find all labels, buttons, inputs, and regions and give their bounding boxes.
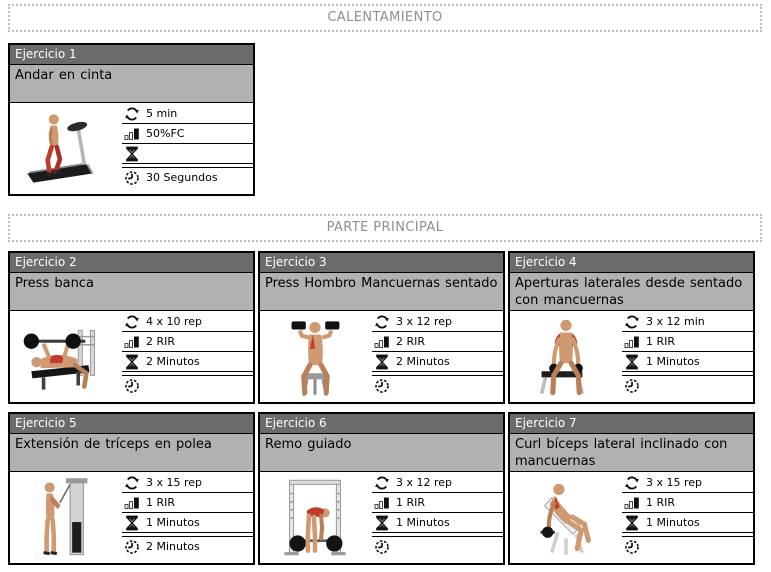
stat-row-intensity bbox=[372, 493, 503, 513]
stat-row-rest bbox=[372, 352, 503, 372]
stat-value-duration: 2 Minutos bbox=[146, 540, 200, 553]
exercise-card-header: Ejercicio 1 bbox=[10, 45, 253, 65]
stat-value-rest: 2 Minutos bbox=[146, 355, 200, 368]
stat-row-duration bbox=[372, 375, 503, 395]
exercise-card-body bbox=[10, 472, 253, 563]
section-banner-warmup bbox=[8, 4, 762, 32]
exercise-card-header: Ejercicio 3 bbox=[260, 253, 503, 273]
exercise-name: Press Hombro Mancuernas sentado bbox=[260, 273, 503, 311]
stat-value-intensity: 1 RIR bbox=[646, 496, 676, 509]
lateral-raise-illustration bbox=[510, 311, 622, 402]
stat-row-rest bbox=[122, 144, 253, 164]
exercise-card-header: Ejercicio 5 bbox=[10, 414, 253, 434]
cycle-arrows-icon bbox=[624, 475, 640, 491]
stat-row-intensity bbox=[122, 493, 253, 513]
bench-press-illustration bbox=[10, 311, 122, 402]
stat-row-intensity bbox=[122, 124, 253, 144]
stat-row-reps bbox=[622, 312, 753, 332]
main-cards-row-1 bbox=[8, 251, 763, 404]
stat-value-reps: 3 x 12 rep bbox=[396, 476, 453, 489]
stat-row-duration bbox=[372, 536, 503, 556]
stat-row-intensity bbox=[122, 332, 253, 352]
hourglass-icon bbox=[374, 515, 390, 531]
stat-row-duration bbox=[122, 536, 253, 556]
workout-sheet bbox=[0, 4, 771, 572]
stat-value-intensity: 1 RIR bbox=[146, 496, 176, 509]
stat-value-intensity: 2 RIR bbox=[396, 335, 426, 348]
exercise-card-body bbox=[260, 311, 503, 402]
warmup-cards-row bbox=[8, 43, 763, 196]
exercise-card-body bbox=[510, 311, 753, 402]
stopwatch-icon bbox=[624, 378, 640, 394]
intensity-bars-icon bbox=[624, 334, 640, 350]
stat-row-rest bbox=[372, 513, 503, 533]
exercise-stats bbox=[622, 311, 753, 402]
section-banner-main bbox=[8, 214, 762, 242]
stat-row-rest bbox=[122, 513, 253, 533]
exercise-stats bbox=[372, 472, 503, 563]
stat-value-reps: 4 x 10 rep bbox=[146, 315, 203, 328]
stat-value-rest: 1 Minutos bbox=[396, 516, 450, 529]
exercise-stats bbox=[122, 311, 253, 402]
exercise-card-header: Ejercicio 4 bbox=[510, 253, 753, 273]
stat-value-rest: 1 Minutos bbox=[646, 355, 700, 368]
stat-row-rest bbox=[122, 352, 253, 372]
section-title: PARTE PRINCIPAL bbox=[326, 220, 444, 235]
stat-row-duration bbox=[122, 167, 253, 187]
stat-value-intensity: 1 RIR bbox=[396, 496, 426, 509]
exercise-stats bbox=[122, 472, 253, 563]
smith-row-illustration bbox=[260, 472, 372, 563]
shoulder-press-illustration bbox=[260, 311, 372, 402]
stat-row-reps bbox=[122, 312, 253, 332]
exercise-stats bbox=[372, 311, 503, 402]
stat-row-rest bbox=[622, 513, 753, 533]
stat-row-duration bbox=[622, 536, 753, 556]
hourglass-icon bbox=[124, 146, 140, 162]
stat-row-reps bbox=[372, 312, 503, 332]
stat-value-reps: 3 x 12 rep bbox=[396, 315, 453, 328]
exercise-name: Extensión de tríceps en polea bbox=[10, 434, 253, 472]
stopwatch-icon bbox=[124, 378, 140, 394]
exercise-name: Press banca bbox=[10, 273, 253, 311]
stat-row-reps bbox=[122, 104, 253, 124]
stopwatch-icon bbox=[124, 539, 140, 555]
stat-row-rest bbox=[622, 352, 753, 372]
intensity-bars-icon bbox=[124, 334, 140, 350]
stopwatch-icon bbox=[374, 378, 390, 394]
stopwatch-icon bbox=[124, 170, 140, 186]
exercise-card-1 bbox=[8, 43, 255, 196]
exercise-card-5 bbox=[8, 412, 255, 565]
exercise-card-body bbox=[10, 103, 253, 194]
stat-value-rest: 1 Minutos bbox=[146, 516, 200, 529]
exercise-name: Curl bíceps lateral inclinado con mancuernas bbox=[510, 434, 753, 472]
exercise-name: Aperturas laterales desde sentado con mancuernas bbox=[510, 273, 753, 311]
cycle-arrows-icon bbox=[124, 475, 140, 491]
hourglass-icon bbox=[374, 354, 390, 370]
exercise-stats bbox=[622, 472, 753, 563]
cycle-arrows-icon bbox=[374, 314, 390, 330]
exercise-card-body bbox=[510, 472, 753, 563]
stat-row-duration bbox=[122, 375, 253, 395]
intensity-bars-icon bbox=[374, 334, 390, 350]
stat-value-reps: 3 x 12 min bbox=[646, 315, 705, 328]
cycle-arrows-icon bbox=[374, 475, 390, 491]
cycle-arrows-icon bbox=[124, 314, 140, 330]
main-cards-row-2 bbox=[8, 412, 763, 565]
intensity-bars-icon bbox=[374, 495, 390, 511]
exercise-card-2 bbox=[8, 251, 255, 404]
exercise-card-6 bbox=[258, 412, 505, 565]
exercise-card-3 bbox=[258, 251, 505, 404]
stat-value-reps: 3 x 15 rep bbox=[146, 476, 203, 489]
stat-row-intensity bbox=[622, 493, 753, 513]
hourglass-icon bbox=[624, 515, 640, 531]
hourglass-icon bbox=[624, 354, 640, 370]
exercise-card-body bbox=[260, 472, 503, 563]
hourglass-icon bbox=[124, 354, 140, 370]
treadmill-walk-illustration bbox=[10, 103, 122, 194]
exercise-card-header: Ejercicio 7 bbox=[510, 414, 753, 434]
intensity-bars-icon bbox=[124, 495, 140, 511]
intensity-bars-icon bbox=[624, 495, 640, 511]
exercise-name: Remo guiado bbox=[260, 434, 503, 472]
exercise-card-4 bbox=[508, 251, 755, 404]
cycle-arrows-icon bbox=[124, 106, 140, 122]
stat-value-intensity: 1 RIR bbox=[646, 335, 676, 348]
stat-value-duration: 30 Segundos bbox=[146, 171, 218, 184]
stat-row-intensity bbox=[622, 332, 753, 352]
stat-row-intensity bbox=[372, 332, 503, 352]
stat-row-reps bbox=[372, 473, 503, 493]
stat-value-reps: 3 x 15 rep bbox=[646, 476, 703, 489]
stat-value-intensity: 2 RIR bbox=[146, 335, 176, 348]
stat-value-rest: 1 Minutos bbox=[646, 516, 700, 529]
exercise-card-body bbox=[10, 311, 253, 402]
section-title: CALENTAMIENTO bbox=[327, 10, 443, 25]
exercise-stats bbox=[122, 103, 253, 194]
stat-value-intensity: 50%FC bbox=[146, 127, 185, 140]
incline-curl-illustration bbox=[510, 472, 622, 563]
stat-value-rest: 2 Minutos bbox=[396, 355, 450, 368]
exercise-card-header: Ejercicio 2 bbox=[10, 253, 253, 273]
stopwatch-icon bbox=[374, 539, 390, 555]
intensity-bars-icon bbox=[124, 126, 140, 142]
stat-row-duration bbox=[622, 375, 753, 395]
stat-row-reps bbox=[622, 473, 753, 493]
cable-pushdown-illustration bbox=[10, 472, 122, 563]
cycle-arrows-icon bbox=[624, 314, 640, 330]
stat-value-reps: 5 min bbox=[146, 107, 178, 120]
exercise-card-header: Ejercicio 6 bbox=[260, 414, 503, 434]
hourglass-icon bbox=[124, 515, 140, 531]
exercise-card-7 bbox=[508, 412, 755, 565]
stopwatch-icon bbox=[624, 539, 640, 555]
stat-row-reps bbox=[122, 473, 253, 493]
exercise-name: Andar en cinta bbox=[10, 65, 253, 103]
